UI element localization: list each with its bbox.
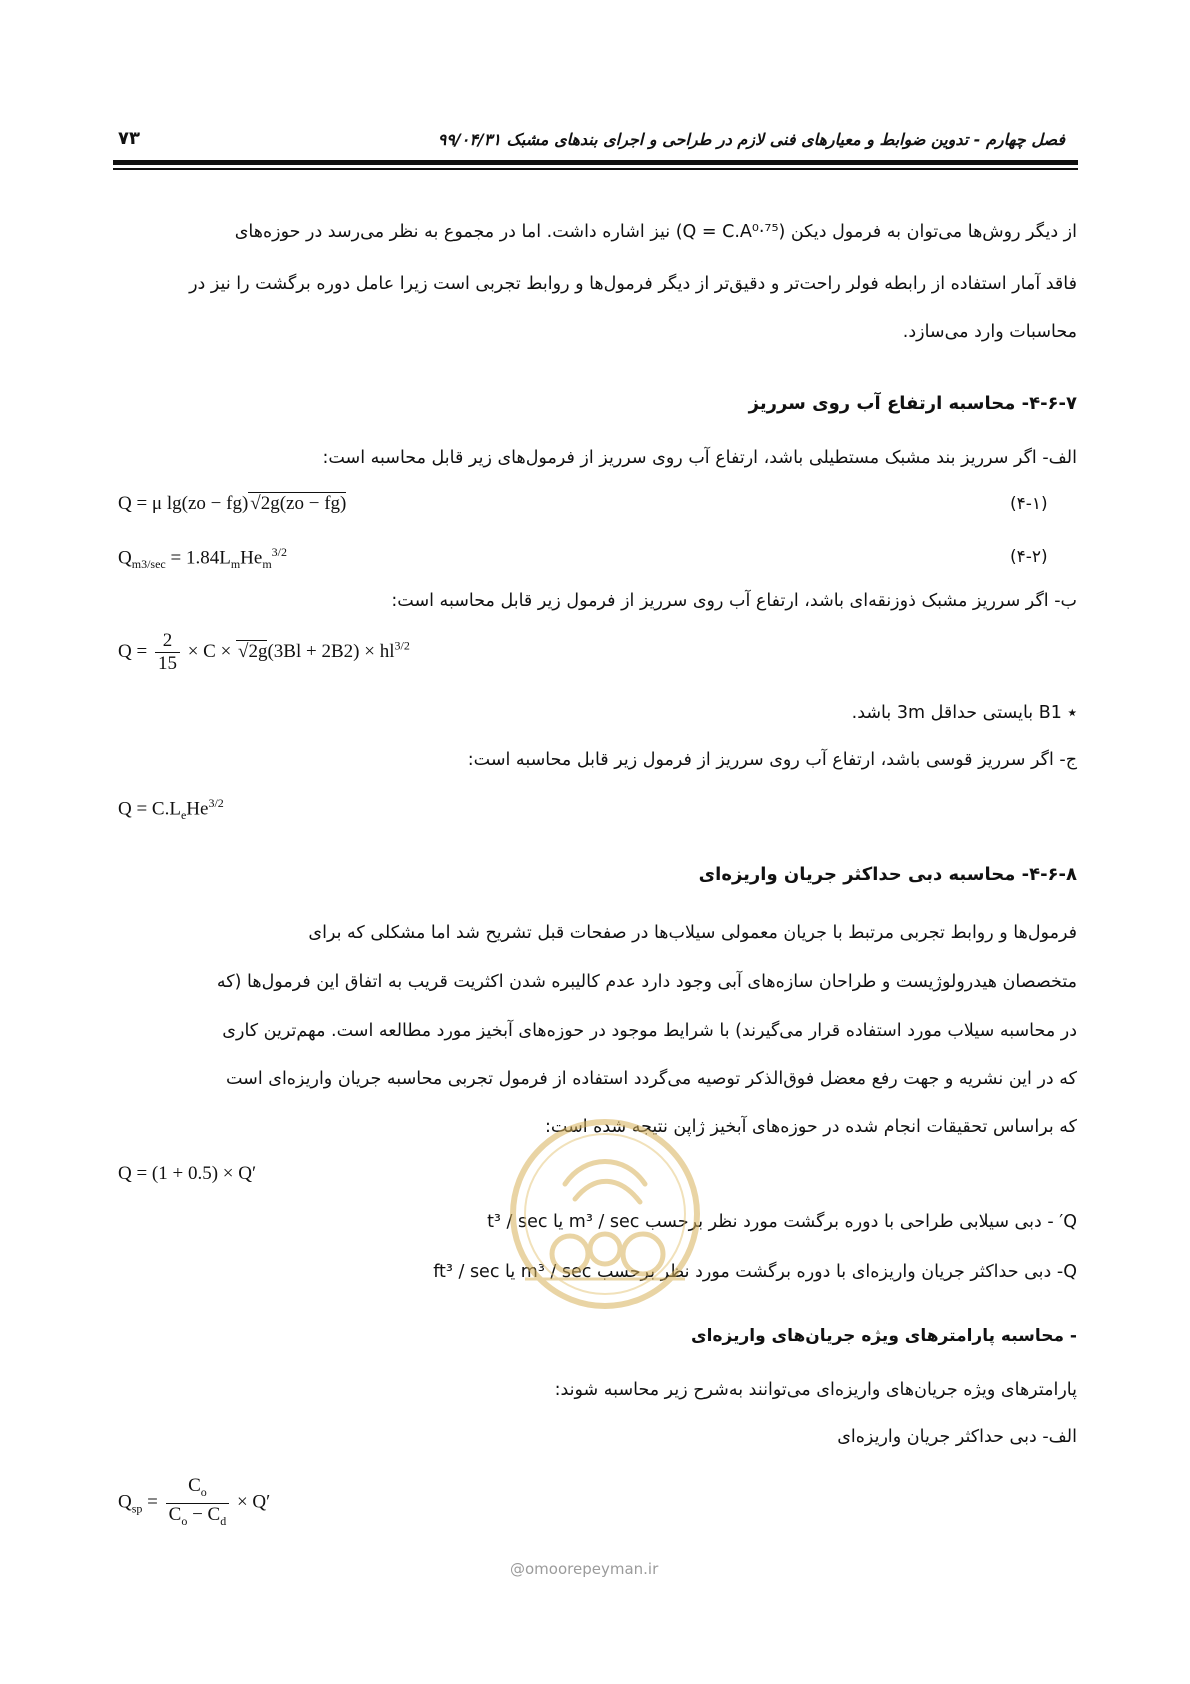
definition-q: Q- دبی حداکثر جریان واریزه‌ای با دوره برگشت مورد نظر برحسب m³ / sec یا ft³ / sec [433, 1262, 1077, 1282]
item-b-text: ب- اگر سرریز مشبک ذوزنقه‌ای باشد، ارتفاع آب روی سرریز از فرمول زیر قابل محاسبه است: [391, 591, 1077, 611]
section8-line-1: فرمول‌ها و روابط تجربی مرتبط با جریان معمولی سیلاب‌ها در صفحات قبل تشریح شد اما مشکلی که برای [308, 923, 1077, 943]
section-heading-4-6-7: ۴-۶-۷- محاسبه ارتفاع آب روی سرریز [748, 393, 1077, 414]
params-intro-line: پارامترهای ویژه جریان‌های واریزه‌ای می‌توانند به‌شرح زیر محاسبه شوند: [554, 1380, 1077, 1400]
equation-4-2: $Q_{m3/sec} = 1.84L_mHe_m^{3/2}$ [118, 545, 287, 572]
running-header-title: فصل چهارم - تدوین ضوابط و معیارهای فنی لازم در طراحی و اجرای بندهای مشبک ۹۹/۰۴/۳۱ [437, 130, 1065, 149]
item-a-text: الف- اگر سرریز بند مشبک مستطیلی باشد، ارتفاع آب روی سرریز از فرمول‌های زیر قابل محاسبه است: [322, 448, 1077, 468]
section8-line-2: متخصصان هیدرولوژیست و طراحان سازه‌های آبی وجود دارد عدم کالیبره شدن اکثریت قریب به اتفاق این فرمول‌ها (که [216, 972, 1077, 992]
equation-number-4-1: (۴-۱) [1010, 494, 1048, 514]
section8-line-4: که در این نشریه و جهت رفع معضل فوق‌الذکر توصیه می‌گردد استفاده از فرمول تجربی محاسبه جریان واریزه‌ای است [225, 1069, 1077, 1089]
intro-line-1-text: از دیگر روش‌ها می‌توان به فرمول دیکن (Q = C.A⁰·⁷⁵) نیز اشاره داشت. اما در مجموع به نظر می‌رسد در حوزه‌های [234, 222, 1077, 242]
equation-trapezoidal: Q = $\frac{2}{15}$ × $C \times √2g(3Bl + 2B2) \times hl^{3/2}$ [118, 630, 410, 674]
section-heading-parameters: - محاسبه پارامترهای ویژه جریان‌های واریزه‌ای [691, 1326, 1077, 1346]
intro-line-2: فاقد آمار استفاده از رابطه فولر راحت‌تر و دقیق‌تر از دیگر فرمول‌ها و روابط تجربی است زیرا عامل دوره برگشت را نیز در [189, 274, 1077, 294]
definition-q-prime: Q′ - دبی سیلابی طراحی با دوره برگشت مورد نظر برحسب m³ / sec یا t³ / sec [487, 1212, 1077, 1232]
params-item-a: الف- دبی حداکثر جریان واریزه‌ای [837, 1427, 1077, 1447]
equation-4-1: Q = μ lg(zo − fg) √2g(zo − fg) [118, 493, 347, 514]
watermark-site: @omoorepeyman.ir [510, 1560, 659, 1578]
header-rule-thin [113, 168, 1078, 170]
note-b1: ٭ B1 بایستی حداقل 3m باشد. [851, 703, 1077, 723]
section8-line-5: که براساس تحقیقات انجام شده در حوزه‌های آبخیز ژاپن نتیجه شده است: [544, 1117, 1077, 1137]
equation-debris-flow: Q = (1 + 0.5) × Q′ [118, 1163, 257, 1184]
intro-line-3: محاسبات وارد می‌سازد. [902, 322, 1077, 342]
intro-line-1 [235, 222, 1077, 242]
page-number: ۷۳ [118, 128, 140, 149]
equation-arched: $Q = C.L_eHe^{3/2}$ [118, 796, 224, 823]
section-heading-4-6-8: ۴-۶-۸- محاسبه دبی حداکثر جریان واریزه‌ای [698, 864, 1077, 885]
header-rule-thick [113, 160, 1078, 165]
item-c-text: ج- اگر سرریز قوسی باشد، ارتفاع آب روی سرریز از فرمول زیر قابل محاسبه است: [467, 750, 1077, 770]
publisher-seal-logo [505, 1114, 705, 1314]
equation-qsp: $Q_{sp}$ = $\frac{C_o}{C_o - C_d}$ × Q′ [118, 1475, 271, 1528]
section8-line-3: در محاسبه سیلاب مورد استفاده قرار می‌گیرند) با شرایط موجود در حوزه‌های آبخیز مورد مطالعه است. مهم‌ترین کاری [222, 1021, 1077, 1041]
equation-number-4-2: (۴-۲) [1010, 547, 1048, 567]
